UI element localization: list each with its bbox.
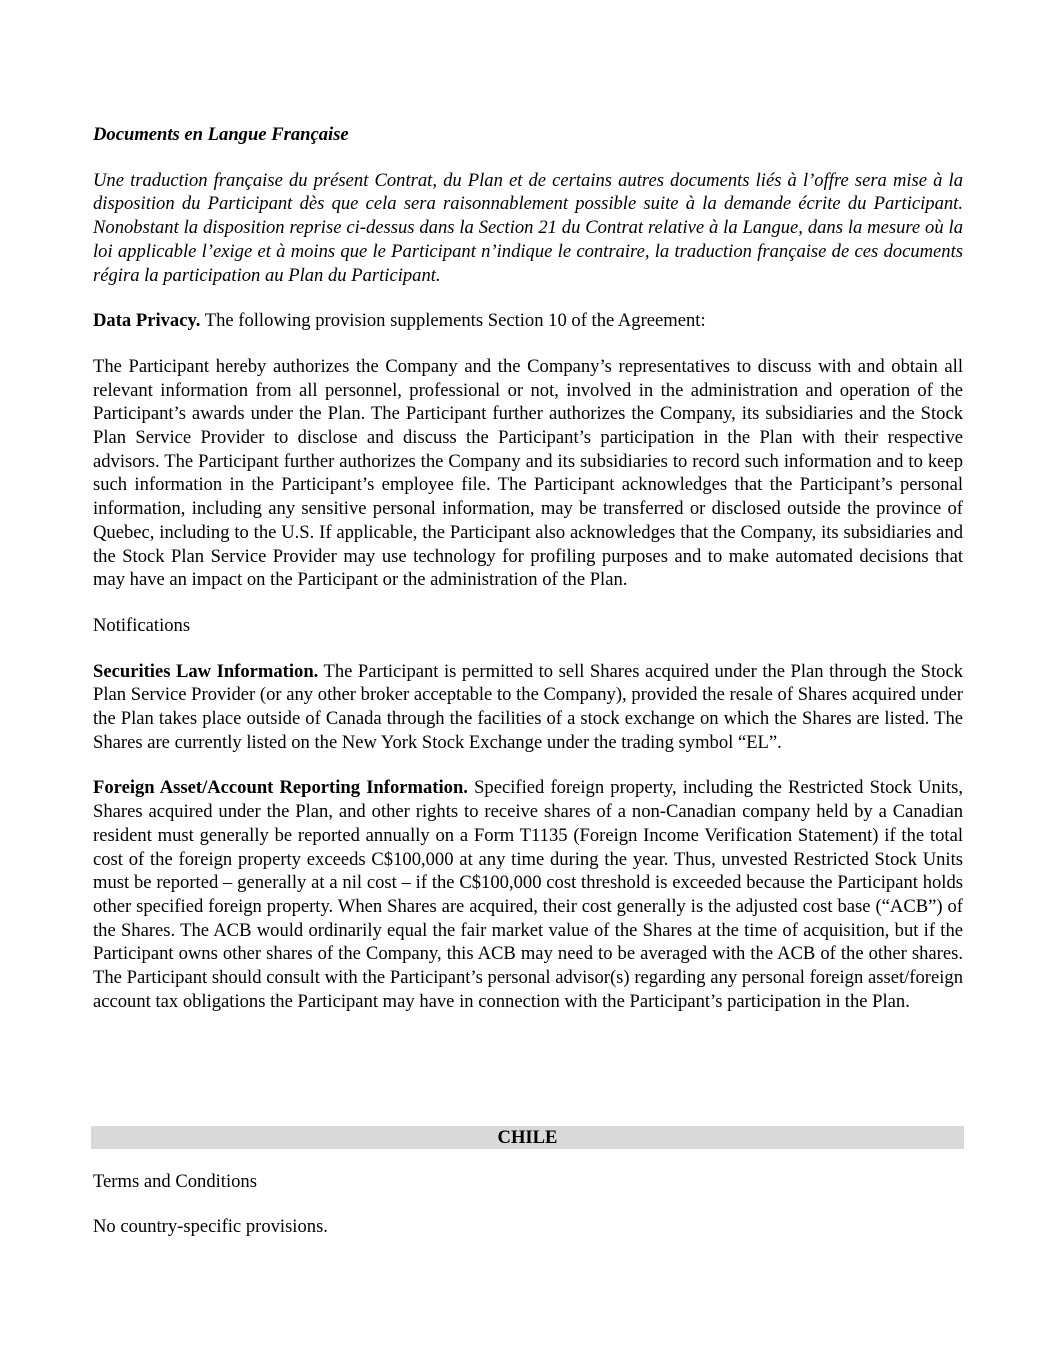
foreign-asset-body: Specified foreign property, including the Restricted Stock Units, Shares acquired under the Plan, and other rights to receive shares of a non-Canadian company held by a Canadian resident must generally be reported annually on a Form T1135 (Foreign Income Verification Statement) if the total cost of the foreign property exceeds C$100,000 at any time during the year. Thus, unvested Restricted Stock Units must be reported – generally at a nil cost – if the C$100,000 cost threshold is exceeded because the Participant holds other specified foreign property. When Shares are acquired, their cost generally is the adjusted cost base (“ACB”) of the Shares. The ACB would ordinarily equal the fair market value of the Shares at the time of acquisition, but if the Participant owns other shares of the Company, this ACB may need to be averaged with the ACB of the other shares. The Participant should consult with the Participant’s personal advisor(s) regarding any personal foreign asset/foreign account tax obligations the Participant may have in connection with the Participant’s participation in the Plan. — [93, 777, 964, 1012]
chile-terms-heading: Terms and Conditions — [93, 1171, 257, 1192]
foreign-asset-paragraph — [93, 776, 963, 1013]
country-section-band: CHILE — [91, 1126, 964, 1149]
securities-law-label: Securities Law Information. — [93, 660, 319, 682]
foreign-asset-label: Foreign Asset/Account Reporting Information. — [93, 777, 468, 799]
chile-terms-body: No country-specific provisions. — [93, 1215, 328, 1237]
french-documents-heading: Documents en Langue Française — [93, 124, 349, 145]
data-privacy-body: The Participant hereby authorizes the Company and the Company’s representatives to discuss with and obtain all relevant information from all personnel, professional or not, involved in the administration and operation of the Participant’s awards under the Plan. The Participant further authorizes the Company, its subsidiaries and the Stock Plan Service Provider to disclose and discuss the Participant’s participation in the Plan with their respective advisors. The Participant further authorizes the Company and its subsidiaries to record such information and to keep such information in the Participant’s employee file. The Participant acknowledges that the Participant’s personal information, including any sensitive personal information, may be transferred or disclosed outside the province of Quebec, including to the U.S. If applicable, the Participant also acknowledges that the Company, its subsidiaries and the Stock Plan Service Provider may use technology for profiling purposes and to make automated decisions that may have an impact on the Participant or the administration of the Plan. — [93, 355, 963, 591]
data-privacy-label: Data Privacy. — [93, 310, 201, 332]
french-translation-paragraph: Une traduction française du présent Contrat, du Plan et de certains autres documents liés à l’offre sera mise à la disposition du Participant dès que cela sera raisonnablement possible suite à la demande écrite du Participant. Nonobstant la disposition reprise ci-dessus dans la Section 21 du Contrat relative à la Langue, dans la mesure où la loi applicable l’exige et à moins que le Participant n’indique le contraire, la traduction française de ces documents régira la participation au Plan du Participant. — [93, 169, 963, 286]
chile-section — [93, 1170, 963, 1259]
data-privacy-paragraph — [93, 309, 963, 333]
document-body — [93, 123, 963, 1036]
securities-law-paragraph — [93, 660, 963, 755]
securities-law-body: The Participant is permitted to sell Shares acquired under the Plan through the Stock Plan Service Provider (or any other broker acceptable to the Company), provided the resale of Shares acquired under the Plan takes place outside of Canada through the facilities of a stock exchange on which the Shares are listed. The Shares are currently listed on the New York Stock Exchange under the trading symbol “EL”. — [93, 660, 964, 753]
data-privacy-intro: The following provision supplements Section 10 of the Agreement: — [200, 310, 706, 332]
notifications-heading: Notifications — [93, 614, 191, 636]
